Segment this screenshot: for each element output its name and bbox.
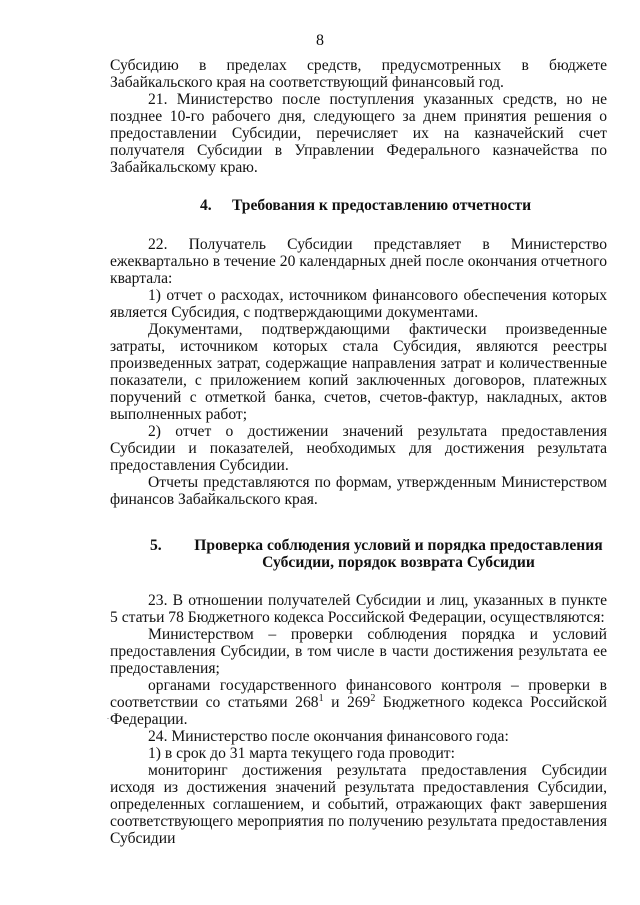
margin-mark: .: [107, 712, 109, 721]
paragraph-22: 22. Получатель Субсидии представляет в Министерство ежеквартально в течение 20 календарных дней после окончания отчетного квартала:: [110, 236, 607, 287]
section-number: 5.: [150, 537, 162, 554]
section-heading-4: [110, 197, 607, 214]
paragraph-23: 23. В отношении получателей Субсидии и лиц, указанных в пункте 5 статьи 78 Бюджетного кодекса Российской Федерации, осуществляются:: [110, 592, 607, 626]
page-content: [110, 57, 607, 847]
section-title: Проверка соблюдения условий и порядка предоставления Субсидии, порядок возврата Субсидии: [194, 537, 603, 571]
section-heading-5: [110, 537, 607, 571]
paragraph: Документами, подтверждающими фактически произведенные затраты, источником которых стала Субсидия, являются реестры произведенных затрат, содержащие направления затрат и количественные показатели, с приложением копий заключенных договоров, платежных поручений с отметкой банка, счетов, счетов-фактур, накладных, актов выполненных работ;: [110, 321, 607, 423]
list-item-2: 2) отчет о достижении значений результата предоставления Субсидии и показателей, необходимых для достижения результата предоставления Субсидии.: [110, 423, 607, 474]
section-title: Требования к предоставлению отчетности: [232, 197, 532, 214]
paragraph: Субсидию в пределах средств, предусмотренных в бюджете Забайкальского края на соответствующий финансовый год.: [110, 57, 607, 91]
list-item-1: 1) в срок до 31 марта текущего года проводит:: [148, 745, 455, 762]
paragraph-21: 21. Министерство после поступления указанных средств, но не позднее 10-го рабочего дня, следующего за днем принятия решения о предоставлении Субсидии, перечисляет их на казначейский счет получателя Субсидии в Управлении Федерального казначейства по Забайкальскому краю.: [110, 91, 607, 176]
page-number: 8: [316, 32, 324, 49]
paragraph: мониторинг достижения результата предоставления Субсидии исходя из достижения значений результата предоставления Субсидии, определенных соглашением, и событий, отражающих факт завершения соответствующего мероприятия по получению результата предоставления Субсидии: [110, 762, 607, 847]
section-number: 4.: [200, 197, 212, 214]
list-item-1: 1) отчет о расходах, источником финансового обеспечения которых является Субсидия, с подтверждающими документами.: [110, 287, 607, 321]
paragraph: органами государственного финансового контроля – проверки в соответствии со статьями $268^1$ и $269^2$ Бюджетного кодекса Российской Федерации.: [110, 677, 607, 728]
paragraph: Министерством – проверки соблюдения порядка и условий предоставления Субсидии, в том числе в части достижения результата ее предоставления;: [110, 626, 607, 677]
paragraph-24: 24. Министерство после окончания финансового года:: [148, 728, 509, 745]
paragraph: Отчеты представляются по формам, утвержденным Министерством финансов Забайкальского края.: [110, 474, 607, 508]
